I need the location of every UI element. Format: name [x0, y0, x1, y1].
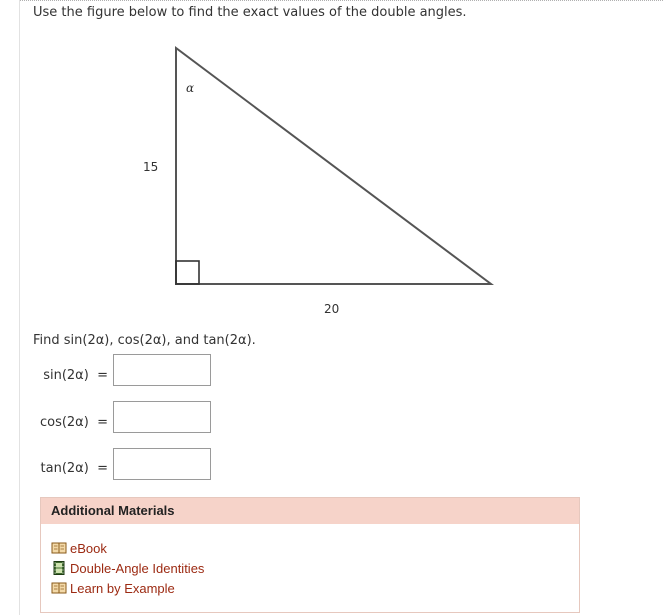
cos-label: cos(2α) = — [39, 415, 108, 430]
ebook-label: eBook — [70, 540, 107, 556]
double-angle-identities-link[interactable] — [51, 558, 204, 578]
film-icon — [51, 561, 67, 575]
learn-by-example-label: Learn by Example — [70, 580, 175, 596]
tan-2a-input[interactable] — [113, 448, 211, 480]
double-angle-identities-label: Double-Angle Identities — [70, 560, 205, 576]
sin-2a-input[interactable] — [113, 354, 211, 386]
learn-by-example-link[interactable] — [51, 578, 204, 598]
vertical-side-label: 15 — [143, 160, 159, 174]
right-triangle — [176, 48, 491, 284]
ebook-link[interactable] — [51, 538, 204, 558]
right-angle-marker — [176, 261, 199, 284]
sin-label: sin(2α) = — [43, 368, 108, 383]
tan-label: tan(2α) = — [40, 461, 108, 476]
additional-materials-panel — [40, 497, 580, 613]
book-icon — [51, 581, 67, 595]
prompt-text: Find sin(2α), cos(2α), and tan(2α). — [33, 333, 256, 348]
materials-header: Additional Materials — [41, 498, 579, 524]
cos-2a-input[interactable] — [113, 401, 211, 433]
question-text: Use the figure below to find the exact values of the double angles. — [33, 5, 467, 20]
materials-list — [51, 538, 204, 598]
horizontal-side-label: 20 — [324, 302, 340, 316]
book-icon — [51, 541, 67, 555]
angle-alpha-label: α — [186, 81, 195, 95]
